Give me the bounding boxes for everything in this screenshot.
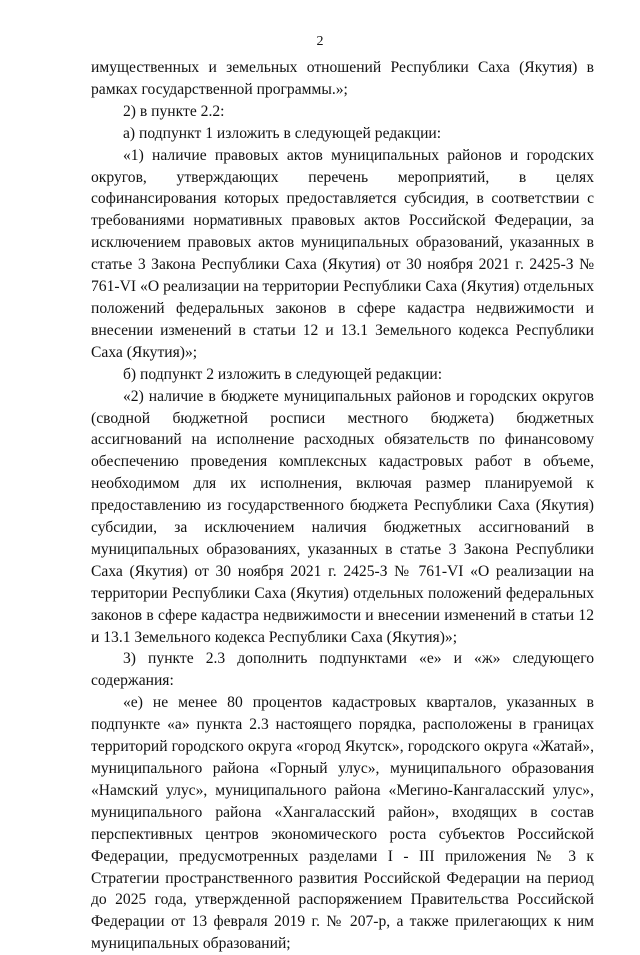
paragraph-quoted-point-e: «е) не менее 80 процентов кадастровых кварталов, указанных в подпункте «а» пункта 2.3 настоящего порядка, расположены в границах территорий городского округа «город Якутск», городского округа «Жатай», муниципального района «Горный улус», муниципального образования «Намский улус», муниципального района «Мегино-Кангаласский улус», муниципального района «Хангаласский район», входящих в состав перспективных центров экономического роста субъектов Российской Федерации, предусмотренных разделами I - III приложения № 3 к Стратегии пространственного развития Российской Федерации на период до 2025 года, утвержденной распоряжением Правительства Российской Федерации от 13 февраля 2019 г. № 207-р, а также прилегающих к ним муниципальных образований; <box>91 694 594 953</box>
paragraph-quoted-point-1: «1) наличие правовых актов муниципальных районов и городских округов, утверждающих перечень мероприятий, в целях софинансирования которых предоставляется субсидия, в соответствии с требованиями нормативных правовых актов Российской Федерации, за исключением правовых актов муниципальных образований, указанных в статье 3 Закона Республики Саха (Якутия) от 30 ноября 2021 г. 2425-З № 761-VI «О реализации на территории Республики Саха (Якутия) отдельных положений федеральных законов в сфере кадастра недвижимости и внесении изменений в статьи 12 и 13.1 Земельного кодекса Республики Саха (Якутия)»; <box>91 146 594 361</box>
paragraph-subitem-b: б) подпункт 2 изложить в следующей редакции: <box>123 365 443 383</box>
paragraph-item-3: 3) пункте 2.3 дополнить подпунктами «е» и «ж» следующего содержания: <box>91 650 594 690</box>
document-body <box>91 57 594 955</box>
paragraph-quoted-point-2: «2) наличие в бюджете муниципальных районов и городских округов (сводной бюджетной росписи местного бюджета) бюджетных ассигнований на исполнение расходных обязательств по финансовому обеспечению проведения комплексных кадастровых работ в объеме, необходимом для их исполнения, включая размер планируемой к предоставлению из государственного бюджета Республики Саха (Якутия) субсидии, за исключением наличия бюджетных ассигнований в муниципальных образованиях, указанных в статье 3 Закона Республики Саха (Якутия) от 30 ноября 2021 г. 2425-З № 761-VI «О реализации на территории Республики Саха (Якутия) отдельных положений федеральных законов в сфере кадастра недвижимости и внесении изменений в статьи 12 и 13.1 Земельного кодекса Республики Саха (Якутия)»; <box>91 387 594 646</box>
paragraph-continuation: имущественных и земельных отношений Республики Саха (Якутия) в рамках государственной программы.»; <box>91 59 594 98</box>
paragraph-item-2: 2) в пункте 2.2: <box>123 102 225 120</box>
paragraph-subitem-a: а) подпункт 1 изложить в следующей редакции: <box>123 124 442 142</box>
page-number: 2 <box>316 34 324 49</box>
